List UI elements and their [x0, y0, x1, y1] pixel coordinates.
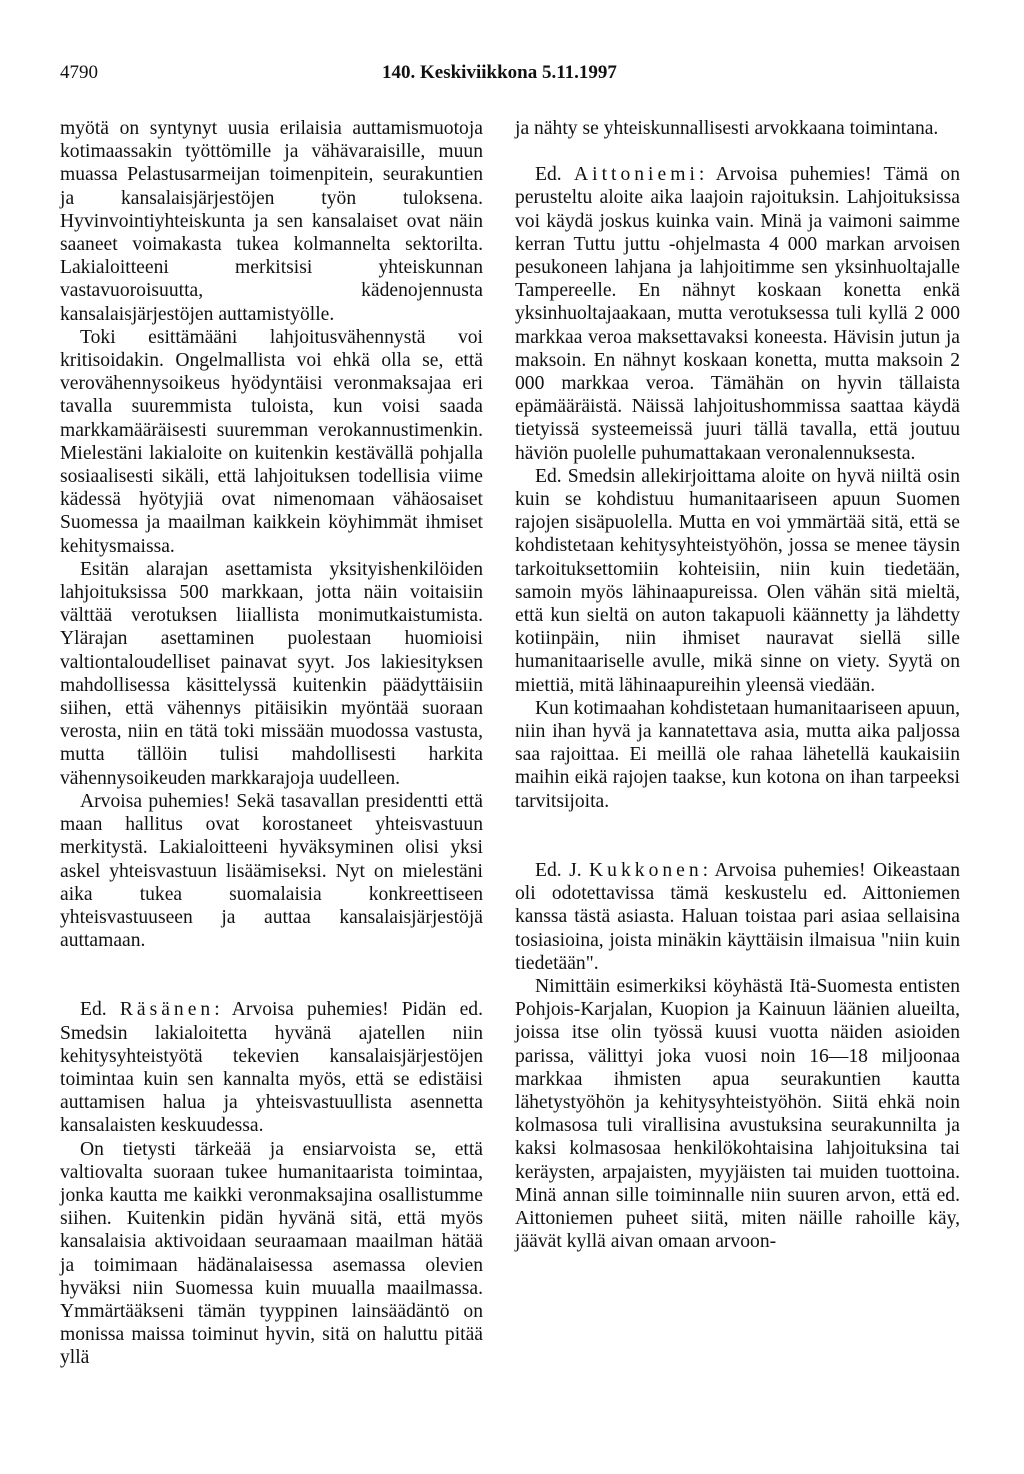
speech-text: : Arvoisa puhemies! Pidän ed. Smedsin lakialoitetta hyvänä ajatellen niin kehitysyhteistyötä tekevien kansalaisjärjestöjen toimintaa kuin sen kannalta myös, että se edistäisi auttamisen halua ja yhteisvastuullista asennetta kansalaisten keskuudessa.: [60, 999, 483, 1137]
paragraph: Toki esittämääni lahjoitusvähennystä voi kritisoidakin. Ongelmallista voi ehkä olla se, että verovähennysoikeus hyödyntäisi veronmaksajaa eri tavalla suuremmista tuloista, kun voisi saada markkamääräisesti suuremman verokannustimenkin. Mielestäni lakialoite on kuitenkin kestävällä pohjalla sosiaalisesti sikäli, että lahjoituksen todellisia viime kädessä hyötyjiä ovat nimenomaan vähäosaiset Suomessa ja maailman kaikkein köyhimmät ihmiset kehitysmaissa.: [60, 326, 483, 557]
speech-kukkonen: [515, 859, 960, 975]
paragraph: Ed. Smedsin allekirjoittama aloite on hyvä niiltä osin kuin se kohdistuu humanitaariseen apuun Suomen rajojen sisäpuolella. Mutta en voi ymmärtää sitä, että se kohdistetaan kehitysyhteistyöhön, jossa se menee täysin tarkoituksettomiin kohteisiin, niin kuin tiedetään, samoin myös lähinaapureissa. Olen vähän sitä mieltä, että kun sieltä on auton takapuoli käännetty ja lähdetty kotiinpäin, niin ihmiset nauravat siellä sille humanitaariselle avulle, mikä sinne on viety. Syytä on miettiä, mitä lähinaapureihin yleensä viedään.: [515, 465, 960, 696]
paragraph: Kun kotimaahan kohdistetaan humanitaariseen apuun, niin ihan hyvä ja kannatettava asia, mutta aika paljossa saa rajoittaa. Ei meillä ole rahaa lähetellä kaukaisiin maihin eikä rajojen taakse, kun kotona on ihan tarpeeksi tarvitsijoita.: [515, 697, 960, 812]
speaker-prefix: Ed. J.: [535, 859, 590, 881]
speech-text: : Arvoisa puhemies! Tämä on perusteltu aloite aika laajoin rajoituksin. Lahjoituksissa voi käydä joskus kuinka vain. Minä ja vaimoni saimme kerran Tuttu juttu -ohjelmasta 4 000 markan arvoisen pesukoneen lahjana ja lahjoitimme sen yksinhuoltajalle Tampereelle. En nähnyt koskaan konetta enkä yksinhuoltajaakaan, mutta verotuksessa tuli kyllä 2 000 markkaa veroa maksettavaksi koneesta. Hävisin jutun ja maksoin. En nähnyt koskaan konetta, mutta maksoin 2 000 markkaa veroa. Tämähän on hyvin tällaista epämääräistä. Näissä lahjoitushommissa saattaa käydä tietyissä systeemeissä juuri tällä tavalla, että joutuu häviön puolelle puhumattakaan veronalennuksesta.: [515, 164, 961, 464]
right-column: [515, 117, 960, 1253]
left-column: [60, 117, 483, 1370]
speech-rasanen: [60, 998, 483, 1137]
paragraph: On tietysti tärkeää ja ensiarvoista se, että valtiovalta suoraan tukee humanitaarista toimintaa, jonka kautta me kaikki veronmaksajina osallistumme siihen. Kuitenkin pidän hyvänä sitä, että myös kansalaisia aktivoidaan seuraamaan maailman hätää ja toimimaan hädänalaisessa asemassa olevien hyväksi niin Suomessa kuin muualla maailmassa. Ymmärtääkseni tämän tyyppinen lainsäädäntö on monissa maissa toiminut hyvin, sitä on haluttu pitää yllä: [60, 1138, 483, 1369]
paragraph: myötä on syntynyt uusia erilaisia auttamismuotoja kotimaassakin työttömille ja vähävaraisille, muun muassa Pelastusarmeijan toimenpitein, seurakuntien ja kansalaisjärjestöjen työn tuloksena. Hyvinvointiyhteiskunta ja sen kansalaiset ovat näin saaneet voimakasta tukea kolmannelta sektorilta. Lakialoitteeni merkitsisi yhteiskunnan vastavuoroisuutta, kädenojennusta kansalaisjärjestöjen auttamistyölle.: [60, 118, 483, 325]
page-header: [60, 62, 960, 92]
speaker-name: Aittoniemi: [573, 164, 699, 186]
paragraph: ja nähty se yhteiskunnallisesti arvokkaana toimintana.: [515, 118, 939, 139]
page-number: 4790: [60, 62, 98, 83]
paragraph: Nimittäin esimerkiksi köyhästä Itä-Suomesta entisten Pohjois-Karjalan, Kuopion ja Kainuun läänien alueilta, joissa itse olin työssä kuusi vuotta näiden asioiden parissa, välittyi joka vuosi noin 16—18 miljoonaa markkaa ihmisten apua seurakuntien kautta lähetystyöhön ja kehitysyhteistyöhön. Siitä ehkä noin kolmasosa tuli virallisina avustuksina seurakunnilta ja kaksi kolmasosaa henkilökohtaisina lahjoituksina tai keräysten, arpajaisten, myyjäisten tai muiden tuottoina. Minä annan sille toiminnalle niin suuren arvon, että ed. Aittoniemen puheet siitä, miten näille rahoille käy, jäävät kyllä aivan omaan arvoon-: [515, 975, 960, 1253]
paragraph: Esitän alarajan asettamista yksityishenkilöiden lahjoituksissa 500 markkaan, jotta näin voitaisiin välttää verotuksen liiallista monimutkaistumista. Ylärajan asettaminen puolestaan huomioisi valtiontaloudelliset painavat syyt. Jos lakiesityksen mahdollisessa käsittelyssä kuitenkin päädyttäisiin siihen, että vähennys pitäisikin myöntää suoraan verosta, niin en tätä toki missään muodossa vastusta, mutta tällöin tulisi mahdollisesti harkita vähennysoikeuden markkarajoja uudelleen.: [60, 558, 483, 789]
session-title: 140. Keskiviikkona 5.11.1997: [382, 62, 617, 83]
speaker-name: Kukkonen: [589, 859, 703, 881]
speaker-prefix: Ed.: [535, 164, 574, 186]
speech-aittoniemi: [515, 163, 960, 465]
speech-text: : Arvoisa puhemies! Oikeastaan oli odotettavissa tämä keskustelu ed. Aittoniemen kanssa tästä asiasta. Haluan toistaa pari asiaa sellaisina tosiasioina, joista minäkin käyttäisin ilmaisua "niin kuin tiedetään".: [515, 859, 960, 974]
speaker-name: Räsänen: [119, 999, 215, 1021]
speaker-prefix: Ed.: [80, 999, 120, 1021]
paragraph: Arvoisa puhemies! Sekä tasavallan presidentti että maan hallitus ovat korostaneet yhteisvastuun merkitystä. Lakialoitteeni hyväksyminen olisi yksi askel yhteisvastuun lisäämiseksi. Nyt on mielestäni aika tukea suomalaisia konkreettiseen yhteisvastuuseen ja auttaa kansalaisjärjestöjä auttamaan.: [60, 790, 483, 952]
